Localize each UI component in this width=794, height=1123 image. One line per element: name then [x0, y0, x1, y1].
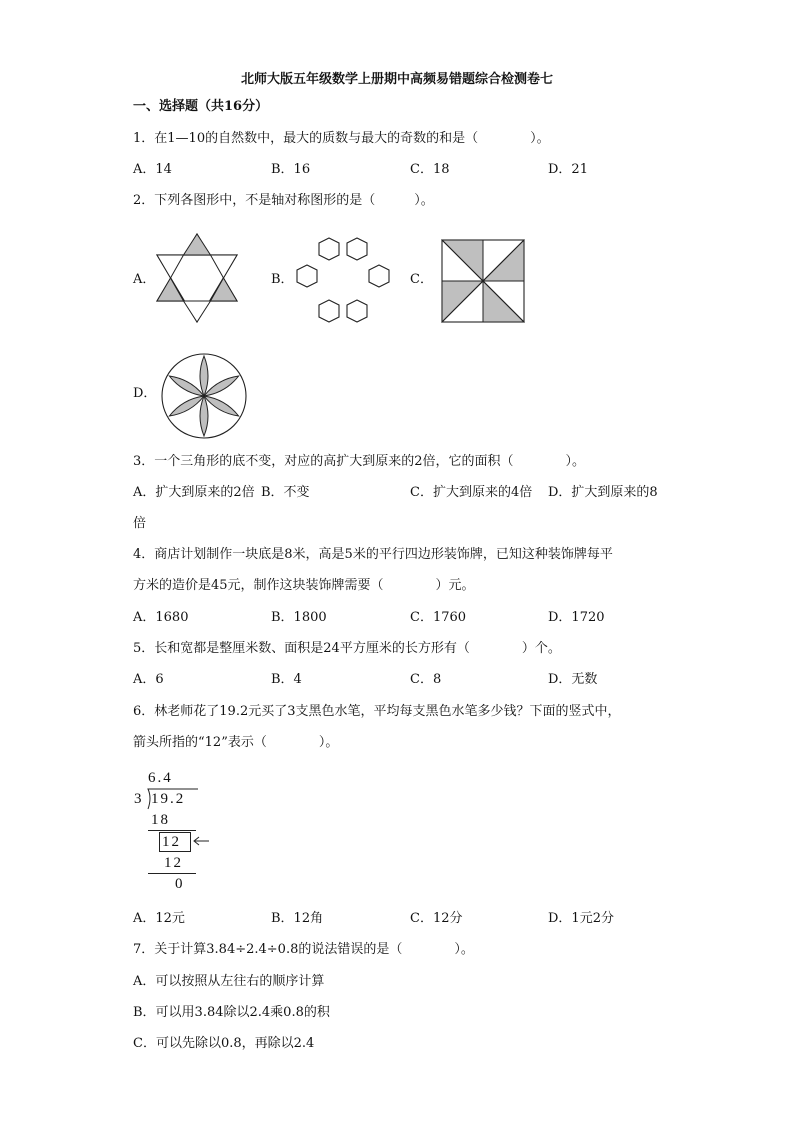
q7-option-b[interactable]: B．可以用3.84除以2.4乘0.8的积 [133, 1005, 330, 1020]
q4-option-d[interactable]: D．1720 [548, 610, 605, 625]
q2-option-d[interactable]: D． [133, 386, 157, 401]
q4-option-a[interactable]: A．1680 [133, 610, 189, 625]
long-division [128, 766, 238, 896]
q2-option-b[interactable]: B． [271, 272, 294, 287]
boxed-twelve [159, 832, 191, 852]
flower-circle-figure [160, 352, 248, 440]
question-6-stem-line1: 6．林老师花了19.2元买了3支黑色水笔，平均每支黑色水笔多少钱？下面的竖式中， [133, 704, 621, 719]
hexagram-figure [155, 232, 239, 324]
q5-option-d[interactable]: D．无数 [548, 672, 598, 687]
division-divisor: 3 [134, 791, 144, 807]
q3-option-b[interactable]: B．不变 [261, 485, 310, 500]
q6-option-b[interactable]: B．12角 [271, 911, 324, 926]
q5-option-a[interactable]: A．6 [133, 672, 164, 687]
question-7-stem: 7．关于计算3.84÷2.4÷0.8的说法错误的是（ ）。 [133, 942, 474, 957]
q1-option-a[interactable]: A．14 [133, 162, 172, 177]
section-heading: 一、选择题（共16分） [133, 99, 269, 114]
question-2-stem: 2．下列各图形中，不是轴对称图形的是（ ）。 [133, 193, 434, 208]
q3-option-c[interactable]: C．扩大到原来的4倍 [410, 485, 533, 500]
pinwheel-figure [441, 239, 525, 323]
division-dividend: 19.2 [151, 791, 186, 807]
division-remainder: 0 [175, 876, 185, 892]
question-6-stem-line2: 箭头所指的“12”表示（ ）。 [133, 735, 339, 750]
boxed-twelve-text: 12 [162, 834, 181, 850]
q6-option-a[interactable]: A．12元 [133, 911, 185, 926]
q2-option-a[interactable]: A． [133, 272, 156, 287]
q3-option-d[interactable]: D．扩大到原来的8 [548, 485, 658, 500]
q7-option-a[interactable]: A．可以按照从左往右的顺序计算 [133, 974, 325, 989]
question-4-stem-line1: 4．商店计划制作一块底是8米，高是5米的平行四边形装饰牌，已知这种装饰牌每平 [133, 547, 613, 562]
q2-option-c[interactable]: C． [410, 272, 433, 287]
q5-option-b[interactable]: B．4 [271, 672, 302, 687]
question-3-stem: 3．一个三角形的底不变，对应的高扩大到原来的2倍，它的面积（ ）。 [133, 454, 586, 469]
q5-option-c[interactable]: C．8 [410, 672, 442, 687]
q3-option-d-continued: 倍 [133, 516, 147, 531]
hexagon-ring-figure [293, 236, 393, 326]
arrow-left-icon [192, 835, 210, 847]
question-5-stem: 5．长和宽都是整厘米数、面积是24平方厘米的长方形有（ ）个。 [133, 641, 561, 656]
q1-option-c[interactable]: C．18 [410, 162, 450, 177]
q4-option-c[interactable]: C．1760 [410, 610, 467, 625]
q4-option-b[interactable]: B．1800 [271, 610, 327, 625]
division-rule-2 [148, 873, 196, 874]
division-quotient: 6.4 [148, 770, 173, 786]
division-rule-1 [148, 830, 196, 831]
division-step1: 18 [151, 812, 170, 828]
question-1-stem: 1．在1—10的自然数中，最大的质数与最大的奇数的和是（ ）。 [133, 131, 550, 146]
q6-option-c[interactable]: C．12分 [410, 911, 463, 926]
q6-option-d[interactable]: D．1元2分 [548, 911, 614, 926]
exam-title: 北师大版五年级数学上册期中高频易错题综合检测卷七 [240, 72, 553, 87]
q3-option-a[interactable]: A．扩大到原来的2倍 [133, 485, 255, 500]
question-4-stem-line2: 方米的造价是45元，制作这块装饰牌需要（ ）元。 [133, 578, 475, 593]
q1-option-d[interactable]: D．21 [548, 162, 588, 177]
division-step3: 12 [164, 855, 183, 871]
q7-option-c[interactable]: C．可以先除以0.8，再除以2.4 [133, 1036, 315, 1051]
q1-option-b[interactable]: B．16 [271, 162, 311, 177]
